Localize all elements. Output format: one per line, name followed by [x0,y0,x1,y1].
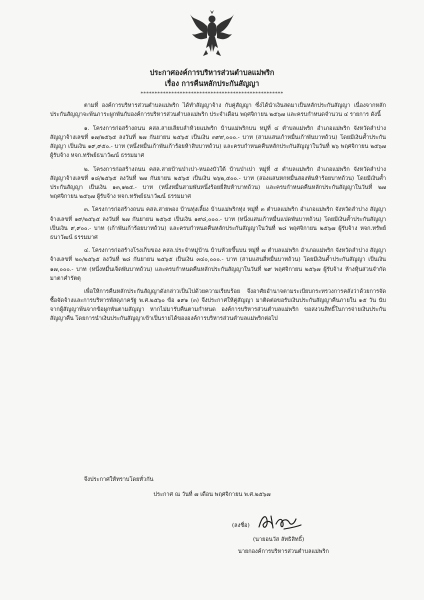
list-item: ๔. โครงการก่อสร้างโรงเก็บของ คสล.ประจำหมู่บ้าน บ้านห้วยขึ้นบน หมู่ที่ ๗ ตำบลแม่พริก อำเภอแม่พริก จังหวัดลำปาง สัญญาจ้างเลขที่ ๒๐/๒๕๖๕ ลงวันที่ ๒๘ กันยายน ๒๕๖๕ เป็นเงิน ๓๔๐,๐๐๐.- บาท (สามแสนสี่หมื่นบาทถ้วน) โดยมีเงินค้ำประกันสัญญา เป็นเงิน ๑๗,๐๐๐.- บาท (หนึ่งหมื่นเจ็ดพันบาทถ้วน) และครบกำหนดคืนหลักประกันสัญญาในวันที่ ๒๙ พฤศจิกายน ๒๕๖๗ ผู้รับจ้าง ห้างหุ้นส่วนจำกัด มาตาคำรัตตุ [50,248,386,282]
separator-line: *************************************************** [140,91,284,97]
announcement-text: จึงประกาศให้ทราบโดยทั่วกัน [84,477,154,483]
signer-name: (นายอนวัส ลัทธิสิทธิ์) [253,537,305,543]
closing-paragraph: เพื่อให้การคืนหลักประกันสัญญาดังกล่าวเป็นไปด้วยความเรียบร้อย จึงอาศัยอำนาจตามระเบียบกระทรวงการคลังว่าด้วยการจัดซื้อจัดจ้างและการบริหารพัสดุภาครัฐ พ.ศ.๒๕๖๐ ข้อ ๑๙๑ (๓) จึงประกาศให้คู่สัญญา มาติดต่อขอรับเงินประกันสัญญาคืนภายใน ๑๕ วัน นับจากผู้สัญญาพ้นจากข้อผูกพันตามสัญญา หากไม่มารับคืนตามกำหนด องค์การบริหารส่วนตำบลแม่พริก ขอสงวนสิทธิ์ในการจ่ายเงินประกันสัญญาคืน โดยการนำเงินประกันสัญญาเข้าเป็นรายได้ขององค์การบริหารส่วนตำบลแม่พริกต่อไป [50,289,386,323]
list-item: ๒. โครงการก่อสร้างถนน คสล.สายบ้านป่าเปา-หนองบัวใต้ บ้านป่าเปา หมู่ที่ ๕ ตำบลแม่พริก อำเภอแม่พริก จังหวัดลำปาง สัญญาจ้างเลขที่ ๑๘/๒๕๖๕ ลงวันที่ ๒๗ กันยายน ๒๕๖๕ เป็นเงิน ๒๖๒,๕๐๐.- บาท (สองแสนหกหมื่นสองพันห้าร้อยบาทถ้วน) โดยมีเงินค้ำประกันสัญญา เป็นเงิน ๑๓,๑๒๕.- บาท (หนึ่งหมื่นสามพันหนึ่งร้อยยี่สิบห้าบาทถ้วน) และครบกำหนดคืนหลักประกันสัญญาในวันที่ ๒๗ พฤศจิกายน ๒๕๖๗ ผู้รับจ้าง หจก.ทรัพย์ธนาวัฒน์ ธรรมมาศ [50,166,386,200]
document-body [50,102,386,328]
signer-title: นายกองค์การบริหารส่วนตำบลแม่พริก [238,549,329,555]
document-subject: เรื่อง การคืนหลักประกันสัญญา [164,79,260,88]
signature-label: (ลงชื่อ) [232,523,250,529]
announcement-date: ประกาศ ณ วันที่ ๗ เดือน พฤศจิกายน พ.ศ.๒๕๖๗ [153,492,271,498]
garuda-emblem [189,8,235,58]
intro-paragraph: ตามที่ องค์การบริหารส่วนตำบลแม่พริก ได้ทำสัญญาจ้าง กับคู่สัญญา ซึ่งได้นำเงินสดมาเป็นหลักประกันสัญญา เนื่องจากหลักประกันสัญญาจะพ้นภาระผูกพันกับองค์การบริหารส่วนตำบลแม่พริก ประจำเดือน พฤศจิกายน ๒๕๖๗ และครบกำหนดจำนวน ๔ รายการ ดังนี้ [50,103,386,119]
list-item: ๑. โครงการก่อสร้างถนน คสล.สายเลียบลำห้วยแม่พริก บ้านแม่พริกบน หมู่ที่ ๔ ตำบลแม่พริก อำเภอแม่พริก จังหวัดลำปาง สัญญาจ้างเลขที่ ๑๗/๒๕๖๕ ลงวันที่ ๒๗ กันยายน ๒๕๖๕ เป็นเงิน ๓๙๙,๐๐๐.- บาท (สามแสนเก้าหมื่นเก้าพันบาทถ้วน) โดยมีเงินค้ำประกันสัญญา เป็นเงิน ๑๙,๙๕๐.- บาท (หนึ่งหมื่นเก้าพันเก้าร้อยห้าสิบบาทถ้วน) และครบกำหนดคืนหลักประกันสัญญาในวันที่ ๒๖ พฤศจิกายน ๒๕๖๗ ผู้รับจ้าง หจก.ทรัพย์ธนาวัฒน์ ธรรมมาศ [50,125,386,159]
handwritten-signature [256,510,304,534]
list-item: ๓. โครงการก่อสร้างถนน คสล.สายพอง บ้านทุ่งเลี้ยง บ้านแม่พริกทุ่ง หมู่ที่ ๓ ตำบลแม่พริก อำเภอแม่พริก จังหวัดลำปาง สัญญาจ้างเลขที่ ๑๙/๒๕๖๕ ลงวันที่ ๒๗ กันยายน ๒๕๖๕ เป็นเงิน ๑๙๘,๐๐๐.- บาท (หนึ่งแสนเก้าหมื่นแปดพันบาทถ้วน) โดยมีเงินค้ำประกันสัญญา เป็นเงิน ๙,๙๐๐.- บาท (เก้าพันเก้าร้อยบาทถ้วน) และครบกำหนดคืนหลักประกันสัญญาในวันที่ ๒๘ พฤศจิกายน ๒๕๖๗ ผู้รับจ้าง หจก.ทรัพย์ธนาวัฒน์ ธรรมมาศ [50,207,386,241]
document-title: ประกาศองค์การบริหารส่วนตำบลแม่พริก [149,68,275,77]
